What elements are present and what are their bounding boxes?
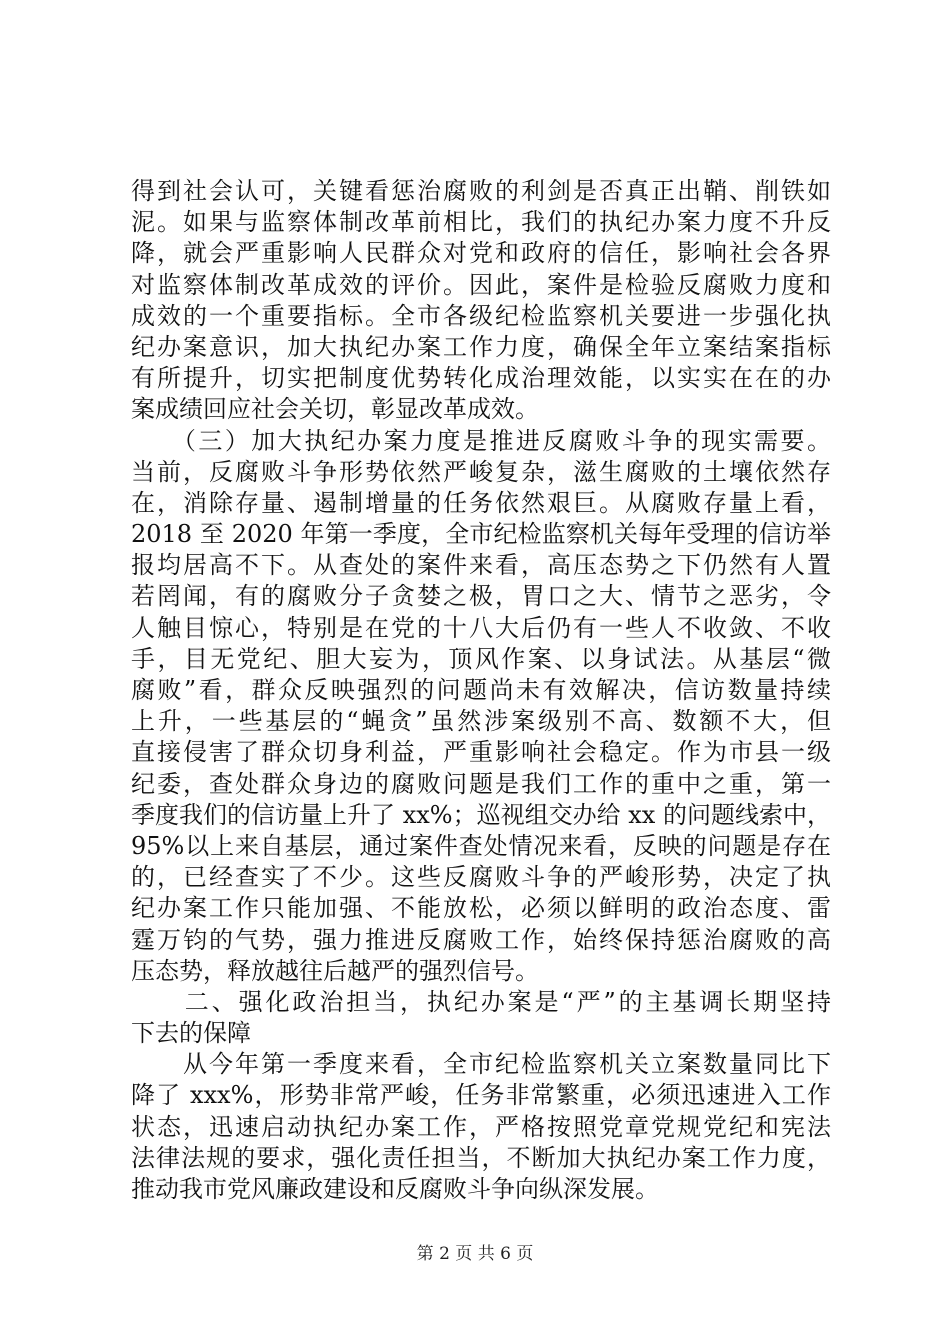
text-line: 腐败”看，群众反映强烈的问题尚未有效解决，信访数量持续: [131, 676, 831, 704]
text-line: 霆万钧的气势，强力推进反腐败工作，始终保持惩治腐败的高: [131, 925, 831, 954]
body-text: [131, 176, 831, 1205]
text-line: 季度我们的信访量上升了 xx%；巡视组交办给 xx 的问题线索中，: [131, 800, 831, 829]
section-heading-line: 下去的保障: [131, 1019, 251, 1048]
text-line: 降，就会严重影响人民群众对党和政府的信任，影响社会各界: [131, 239, 831, 268]
text-line: 上升，一些基层的“蝇贪”虽然涉案级别不高、数额不大，但: [131, 707, 831, 736]
text-line: 推动我市党风廉政建设和反腐败斗争向纵深发展。: [131, 1175, 659, 1203]
text-line: 95%以上来自基层，通过案件查处情况来看，反映的问题是存在: [131, 831, 831, 860]
text-line: 案成绩回应社会关切，彰显改革成效。: [131, 395, 539, 424]
text-line: 手，目无党纪、胆大妄为，顶风作案、以身试法。从基层“微: [131, 644, 831, 673]
text-line: 压态势，释放越往后越严的强烈信号。: [131, 956, 539, 985]
text-line: 纪办案意识，加大执纪办案工作力度，确保全年立案结案指标: [131, 332, 831, 361]
text-line: 纪办案工作只能加强、不能放松，必须以鲜明的政治态度、雷: [131, 894, 831, 923]
text-line: 的，已经查实了不少。这些反腐败斗争的严峻形势，决定了执: [131, 863, 831, 892]
section-heading-line: 二、强化政治担当，执纪办案是“严”的主基调长期坚持: [131, 987, 831, 1016]
page-number-footer: 第 2 页 共 6 页: [416, 1244, 534, 1264]
text-line: 降了 xxx%，形势非常严峻，任务非常繁重，必须迅速进入工作: [131, 1081, 831, 1110]
text-line: 人触目惊心，特别是在党的十八大后仍有一些人不收敛、不收: [131, 613, 831, 642]
text-line: 有所提升，切实把制度优势转化成治理效能，以实实在在的办: [131, 364, 831, 393]
text-line: 纪委，查处群众身边的腐败问题是我们工作的重中之重，第一: [131, 769, 831, 798]
text-line: 直接侵害了群众切身利益，严重影响社会稳定。作为市县一级: [131, 738, 831, 767]
text-line: 状态，迅速启动执纪办案工作，严格按照党章党规党纪和宪法: [131, 1112, 831, 1141]
section-heading-line: （三）加大执纪办案力度是推进反腐败斗争的现实需要。: [131, 426, 831, 455]
text-line: 得到社会认可，关键看惩治腐败的利剑是否真正出鞘、削铁如: [131, 177, 831, 205]
text-line: 在，消除存量、遏制增量的任务依然艰巨。从腐败存量上看，: [131, 488, 831, 517]
text-line: 法律法规的要求，强化责任担当，不断加大执纪办案工作力度，: [131, 1143, 831, 1172]
text-line: 泥。如果与监察体制改革前相比，我们的执纪办案力度不升反: [131, 208, 831, 237]
text-line: 成效的一个重要指标。全市各级纪检监察机关要进一步强化执: [131, 301, 831, 330]
text-line: 若罔闻，有的腐败分子贪婪之极，胃口之大、情节之恶劣，令: [131, 582, 831, 611]
text-line: 2018 至 2020 年第一季度，全市纪检监察机关每年受理的信访举: [131, 520, 831, 549]
text-line: 报均居高不下。从查处的案件来看，高压态势之下仍然有人置: [131, 551, 831, 580]
text-line: 对监察体制改革成效的评价。因此，案件是检验反腐败力度和: [131, 270, 831, 299]
text-line: 当前，反腐败斗争形势依然严峻复杂，滋生腐败的土壤依然存: [131, 457, 831, 486]
text-line: 从今年第一季度来看，全市纪检监察机关立案数量同比下: [131, 1050, 831, 1079]
